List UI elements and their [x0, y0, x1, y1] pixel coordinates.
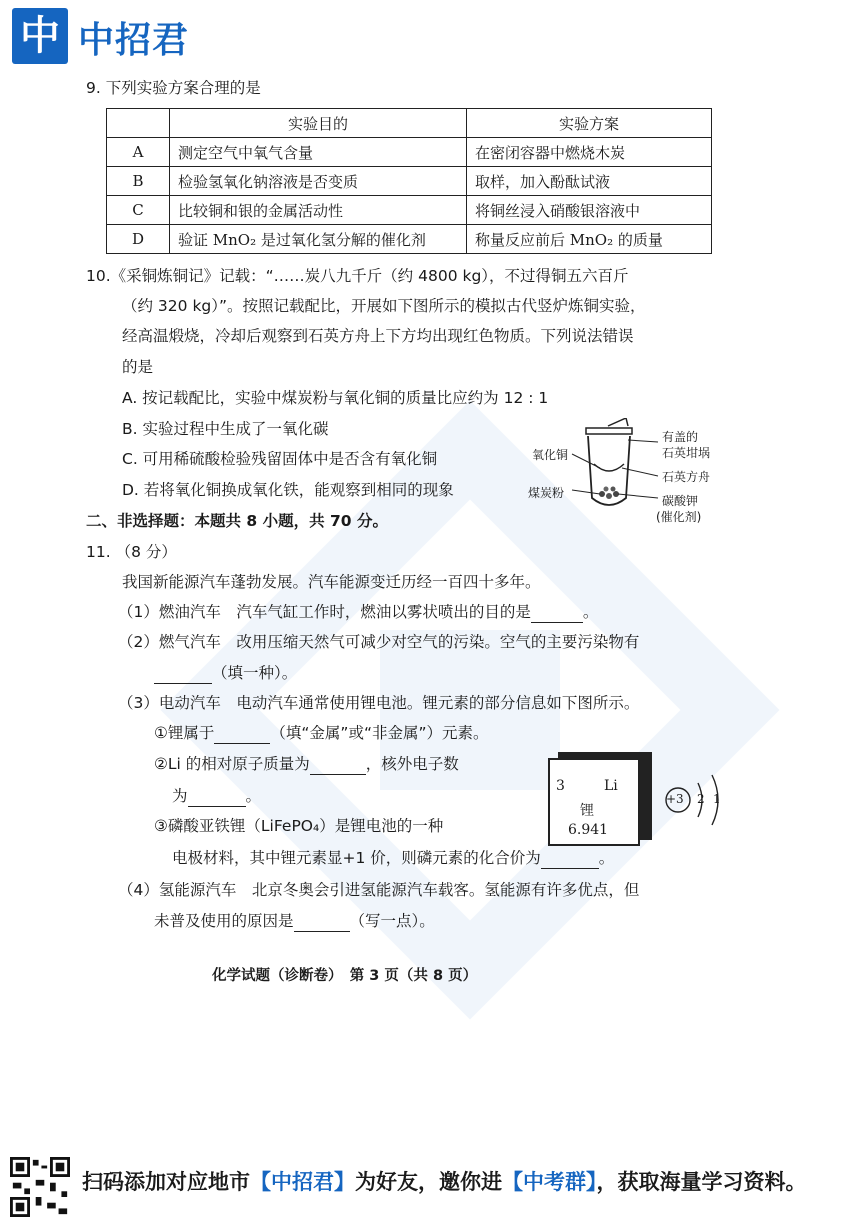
table-header-plan: 实验方案 — [467, 109, 712, 138]
table-header-blank — [107, 109, 170, 138]
q11-part3-1 — [154, 723, 489, 744]
atom-structure — [662, 765, 732, 835]
label-catalyst-line2: (催化剂) — [656, 510, 702, 524]
q11-head: 11. （8 分） — [86, 543, 177, 561]
q11-part3-2-text: ②Li 的相对原子质量为 — [154, 755, 310, 773]
table-cell-plan: 在密闭容器中燃烧木炭 — [467, 138, 712, 167]
table-cell-option: C — [107, 196, 170, 225]
q11-part3-2-end: 。 — [245, 787, 262, 805]
promo-text-2: 为好友，邀你进 — [355, 1170, 502, 1194]
section-title: 二、非选择题：本题共 8 小题，共 70 分。 — [86, 512, 388, 530]
label-quartz-boat: 石英方舟 — [662, 470, 711, 484]
q10-option-d: D. 若将氧化铜换成氧化铁，能观察到相同的现象 — [122, 481, 454, 499]
q11-part3-2b — [172, 786, 261, 807]
table-cell-plan: 将铜丝浸入硝酸银溶液中 — [467, 196, 712, 225]
q11-part3-3b — [172, 848, 614, 869]
promo-banner — [82, 1166, 807, 1196]
page-footer: 化学试题（诊断卷） 第 3 页（共 8 页） — [212, 968, 478, 984]
q10-option-c: C. 可用稀硫酸检验残留固体中是否含有氧化铜 — [122, 450, 438, 468]
element-symbol: Li — [604, 778, 618, 794]
shell-2-count: 1 — [713, 792, 721, 806]
logo-mark: 中 — [12, 8, 68, 64]
q9-table — [106, 108, 712, 254]
table-cell-plan: 取样，加入酚酞试液 — [467, 167, 712, 196]
q11-part1 — [118, 602, 598, 623]
q11-part3-3: ③磷酸亚铁锂（LiFePO₄）是锂电池的一种 — [154, 817, 444, 835]
promo-text-3: ，获取海量学习资料。 — [596, 1170, 807, 1194]
element-card — [548, 752, 658, 844]
table-cell-option: A — [107, 138, 170, 167]
q11-part3: （3）电动汽车 电动汽车通常使用锂电池。锂元素的部分信息如下图所示。 — [118, 694, 640, 712]
answer-blank[interactable] — [214, 723, 270, 744]
promo-text-1: 扫码添加对应地市 — [82, 1170, 250, 1194]
label-crucible-line1: 有盖的 — [662, 430, 699, 444]
crucible-figure — [528, 418, 738, 528]
q11-part3-3-text: 电极材料，其中锂元素显+1 价，则磷元素的化合价为 — [172, 849, 541, 867]
table-row — [107, 138, 712, 167]
q11-intro: 我国新能源汽车蓬勃发展。汽车能源变迁历经一百四十多年。 — [122, 573, 541, 591]
q11-part1-text: （1）燃油汽车 汽车气缸工作时，燃油以雾状喷出的目的是 — [118, 603, 531, 621]
q11-part4-line1: （4）氢能源汽车 北京冬奥会引进氢能源汽车载客。氢能源有许多优点，但 — [118, 881, 640, 899]
label-crucible-line2: 石英坩埚 — [662, 446, 711, 460]
logo-name: 中招君 — [78, 20, 190, 61]
q10-line-3: 经高温煅烧，冷却后观察到石英方舟上下方均出现红色物质。下列说法错误 — [122, 327, 634, 345]
answer-blank[interactable] — [531, 602, 583, 623]
qr-code-icon[interactable] — [10, 1157, 70, 1217]
q11-part3-1-text: ①锂属于 — [154, 724, 215, 742]
table-row — [107, 225, 712, 254]
promo-highlight-2: 【中考群】 — [502, 1170, 597, 1194]
table-header-aim: 实验目的 — [170, 109, 467, 138]
q9-stem: 9. 下列实验方案合理的是 — [86, 79, 261, 97]
q11-part3-3-end: 。 — [598, 849, 615, 867]
q11-part1-end: 。 — [582, 603, 599, 621]
element-name: 锂 — [580, 803, 594, 819]
table-cell-option: D — [107, 225, 170, 254]
label-copper-oxide: 氧化铜 — [532, 448, 569, 462]
label-coal-powder: 煤炭粉 — [528, 486, 565, 500]
q10-line-4: 的是 — [122, 358, 154, 376]
shell-1-count: 2 — [697, 792, 705, 806]
q10-line-2: （约 320 kg）”。按照记载配比，开展如下图所示的模拟古代竖炉炼铜实验， — [122, 297, 646, 315]
q10-option-a: A. 按记载配比，实验中煤炭粉与氧化铜的质量比应约为 12 : 1 — [122, 389, 549, 407]
answer-blank[interactable] — [294, 911, 350, 932]
answer-blank[interactable] — [541, 848, 599, 869]
q11-part2-line1: （2）燃气汽车 改用压缩天然气可减少对空气的污染。空气的主要污染物有 — [118, 633, 640, 651]
q11-part2-line2 — [154, 663, 297, 684]
label-catalyst-line1: 碳酸钾 — [662, 494, 699, 508]
element-card-top — [558, 752, 646, 760]
answer-blank[interactable] — [154, 663, 212, 684]
q11-part2-end: （填一种）。 — [212, 664, 298, 682]
q11-part3-1-end: （填“金属”或“非金属”）元素。 — [270, 724, 489, 742]
q10-option-b: B. 实验过程中生成了一氧化碳 — [122, 420, 329, 438]
table-cell-aim: 验证 MnO₂ 是过氧化氢分解的催化剂 — [170, 225, 467, 254]
q11-part3-2 — [154, 754, 459, 775]
promo-highlight-1: 【中招君】 — [250, 1170, 355, 1194]
element-card-side — [638, 752, 652, 840]
q11-part3-2-text2: 为 — [172, 787, 188, 805]
q11-part4-end: （写一点）。 — [349, 912, 435, 930]
table-cell-aim: 测定空气中氧气含量 — [170, 138, 467, 167]
q11-part4-text: 未普及使用的原因是 — [154, 912, 294, 930]
q11-part3-2-mid: ，核外电子数 — [365, 755, 459, 773]
table-header-row — [107, 109, 712, 138]
answer-blank[interactable] — [188, 786, 246, 807]
element-mass: 6.941 — [568, 822, 609, 838]
q11-part4-line2 — [154, 911, 435, 932]
answer-blank[interactable] — [310, 754, 366, 775]
nucleus-charge: +3 — [666, 792, 684, 806]
element-number: 3 — [556, 778, 565, 794]
table-row — [107, 196, 712, 225]
q10-line-1: 10.《采铜炼铜记》记载：“……炭八九千斤（约 4800 kg），不过得铜五六百斤 — [86, 267, 629, 285]
table-cell-option: B — [107, 167, 170, 196]
table-cell-aim: 检验氢氧化钠溶液是否变质 — [170, 167, 467, 196]
table-cell-plan: 称量反应前后 MnO₂ 的质量 — [467, 225, 712, 254]
table-cell-aim: 比较铜和银的金属活动性 — [170, 196, 467, 225]
table-row — [107, 167, 712, 196]
